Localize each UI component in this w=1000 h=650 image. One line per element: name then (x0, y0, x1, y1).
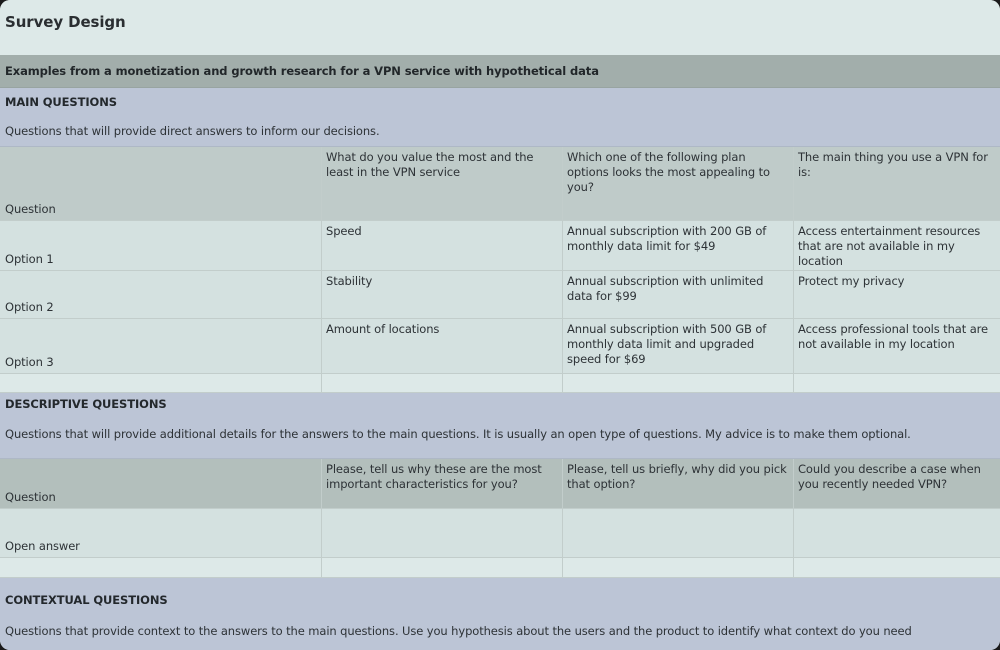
question-text: Please, tell us briefly, why did you pick that option? (567, 462, 787, 491)
table-cell[interactable] (322, 459, 563, 508)
question-text: Which one of the following plan options looks the most appealing to you? (567, 150, 770, 194)
subtitle-row[interactable] (0, 55, 1000, 88)
question-text: The main thing you use a VPN for is: (798, 150, 988, 179)
table-cell[interactable] (322, 374, 563, 392)
table-cell[interactable] (0, 459, 322, 508)
table-cell[interactable] (0, 558, 322, 577)
cell-value: Annual subscription with 500 GB of monthly data limit and upgraded speed for $69 (567, 322, 767, 366)
table-cell[interactable] (322, 221, 563, 270)
empty-row (0, 558, 1000, 578)
table-row (0, 319, 1000, 374)
section-heading: DESCRIPTIVE QUESTIONS (5, 397, 167, 411)
table-cell[interactable] (794, 374, 1000, 392)
table-cell[interactable] (322, 558, 563, 577)
table-row (0, 221, 1000, 271)
table-cell[interactable] (794, 558, 1000, 577)
table-cell[interactable] (563, 319, 794, 373)
cell-value: Access entertainment resources that are not available in my location (798, 224, 981, 268)
table-cell[interactable] (563, 509, 794, 557)
row-label: Question (5, 202, 56, 216)
table-cell[interactable] (794, 319, 1000, 373)
row-label: Option 1 (5, 252, 54, 266)
table-cell[interactable] (794, 221, 1000, 270)
cell-value: Speed (326, 224, 362, 238)
cell-value: Access professional tools that are not available in my location (798, 322, 988, 351)
table-cell[interactable] (563, 221, 794, 270)
cell-value: Stability (326, 274, 373, 288)
table-cell[interactable] (563, 558, 794, 577)
table-cell[interactable] (563, 374, 794, 392)
row-label: Question (5, 490, 56, 504)
table-cell[interactable] (0, 319, 322, 373)
table-cell[interactable] (322, 147, 563, 220)
title-row[interactable] (0, 0, 1000, 56)
section-description: Questions that provide context to the answers to the main questions. Use you hypothesis about the users and the product to identify what context do you need (5, 624, 912, 638)
document-title: Survey Design (5, 13, 126, 31)
section-contextual-questions[interactable] (0, 578, 1000, 650)
cell-value: Annual subscription with 200 GB of monthly data limit for $49 (567, 224, 767, 253)
table-row (0, 509, 1000, 558)
table-header-row (0, 459, 1000, 509)
question-text: Please, tell us why these are the most important characteristics for you? (326, 462, 542, 491)
section-description: Questions that will provide additional details for the answers to the main questions. It is usually an open type of questions. My advice is to make them optional. (5, 427, 911, 441)
cell-value: Protect my privacy (798, 274, 905, 288)
table-cell[interactable] (322, 319, 563, 373)
table-cell[interactable] (0, 509, 322, 557)
table-cell[interactable] (0, 374, 322, 392)
table-cell[interactable] (794, 271, 1000, 318)
table-cell[interactable] (794, 509, 1000, 557)
table-cell[interactable] (0, 271, 322, 318)
row-label: Open answer (5, 539, 80, 553)
row-label: Option 2 (5, 300, 54, 314)
document-subtitle: Examples from a monetization and growth research for a VPN service with hypothetical data (5, 64, 599, 78)
empty-row (0, 374, 1000, 393)
table-row (0, 271, 1000, 319)
section-heading: CONTEXTUAL QUESTIONS (5, 593, 168, 607)
section-description: Questions that will provide direct answers to inform our decisions. (5, 124, 380, 138)
table-cell[interactable] (563, 271, 794, 318)
table-cell[interactable] (0, 147, 322, 220)
cell-value: Amount of locations (326, 322, 440, 336)
section-main-questions[interactable] (0, 88, 1000, 147)
table-cell[interactable] (563, 147, 794, 220)
table-cell[interactable] (0, 221, 322, 270)
table-cell[interactable] (794, 147, 1000, 220)
table-header-row (0, 147, 1000, 221)
question-text: Could you describe a case when you recently needed VPN? (798, 462, 981, 491)
table-cell[interactable] (563, 459, 794, 508)
row-label: Option 3 (5, 355, 54, 369)
question-text: What do you value the most and the least in the VPN service (326, 150, 534, 179)
cell-value: Annual subscription with unlimited data for $99 (567, 274, 764, 303)
section-heading: MAIN QUESTIONS (5, 95, 117, 109)
table-cell[interactable] (322, 271, 563, 318)
table-cell[interactable] (322, 509, 563, 557)
table-cell[interactable] (794, 459, 1000, 508)
section-descriptive-questions[interactable] (0, 393, 1000, 459)
